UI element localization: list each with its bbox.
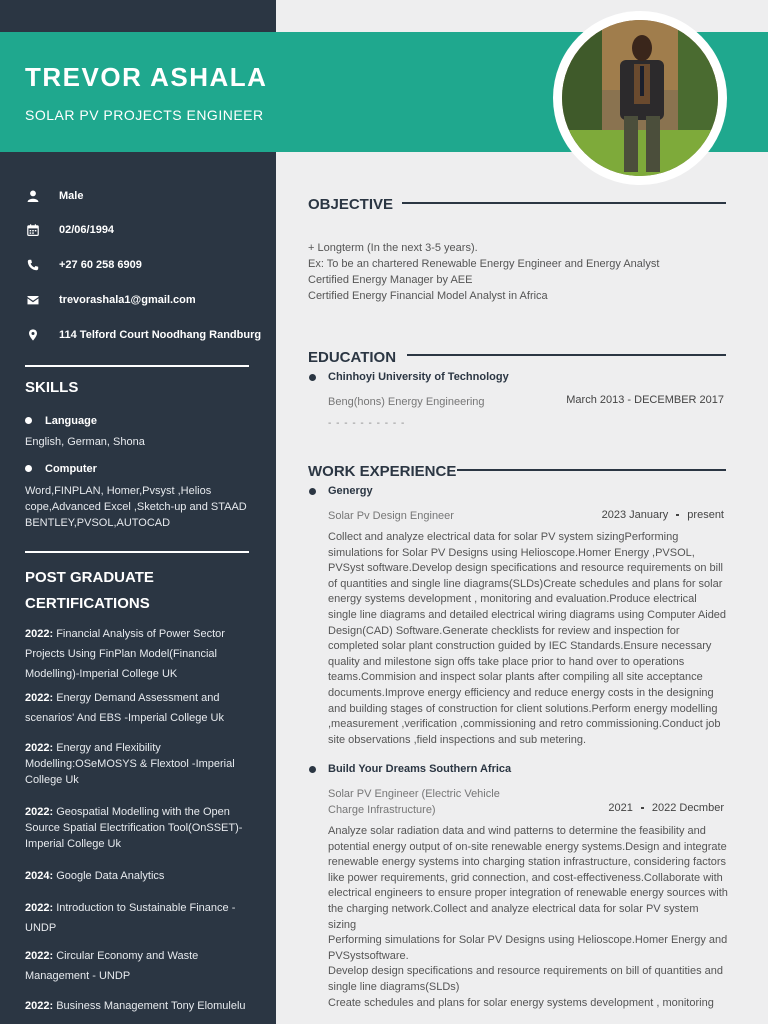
education-divider: - - - - - - - - - - [328, 418, 406, 429]
job-description: Analyze solar radiation data and wind patterns to determine the feasibility and potential energy output of on-site renewable energy systems.Design and integrate renewable energy systems into charging station infrastructure, considering factors like power requirements, grid connection, and cost-effectiveness.Collaborate with electrical engineers to ensure proper integration of renewable energy sources with the charging network.Collect and analyze electrical data for solar PV system sizing Performing simulations for Solar PV Designs using Helioscope.Homer Energy and PVSystsoftware. Develop design specifications and resource requirements on bill of quantities and single line diagrams(SLDs) Create schedules and plans for solar energy systems development , monitoring [328, 825, 728, 1009]
certification-item: 2022: Financial Analysis of Power Sector Projects Using FinPlan Model(Financial Modelling)-Imperial College UK [25, 628, 225, 680]
contact-text[interactable]: trevorashala1@gmail.com [59, 294, 196, 306]
job-position: Solar Pv Design Engineer [328, 510, 454, 522]
skill-computer-detail: Word,FINPLAN, Homer,Pvsyst ,Helios cope,Advanced Excel ,Sketch-up and STAAD BENTLEY,PVSOL,AUTOCAD [25, 485, 247, 529]
job-company: Build Your Dreams Southern Africa [328, 763, 512, 775]
objective-text: + Longterm (In the next 3-5 years). Ex: To be an chartered Renewable Energy Engineer and Energy Analyst Certified Energy Manager by AEE Certified Energy Financial Model Analyst in Africa [308, 242, 660, 302]
certification-item: 2022: Circular Economy and Waste Management - UNDP [25, 950, 199, 982]
certification-item: 2022: Energy Demand Assessment and scenarios' And EBS -Imperial College Uk [25, 692, 224, 724]
section-divider [407, 354, 726, 356]
profile-photo [553, 11, 727, 185]
education-school: Chinhoyi University of Technology [328, 371, 509, 383]
certifications-heading: POST GRADUATE CERTIFICATIONS [25, 569, 154, 612]
contact-gender [25, 187, 83, 205]
job-dates: 2023 January present [601, 509, 724, 521]
skill-language-detail: English, German, Shona [25, 436, 145, 448]
skills-heading: SKILLS [25, 379, 79, 396]
contact-text: 02/06/1994 [59, 224, 115, 236]
section-divider [457, 469, 726, 471]
work-experience-heading: WORK EXPERIENCE [308, 462, 457, 480]
education-degree: Beng(hons) Energy Engineering [328, 396, 485, 408]
education-heading: EDUCATION [308, 348, 397, 366]
bullet-icon [309, 488, 316, 495]
section-divider [402, 202, 726, 204]
objective-heading: OBJECTIVE [308, 195, 394, 213]
contact-text: 114 Telford Court Noodhang Randburg [59, 329, 262, 341]
contact-email[interactable] [25, 291, 196, 309]
job-dates: 2021 2022 Decmber [608, 802, 724, 814]
certification-item: 2024: Google Data Analytics [25, 870, 165, 882]
sidebar-divider [25, 365, 249, 367]
phone-icon [25, 258, 41, 272]
bullet-icon [309, 766, 316, 773]
skill-language-label: Language [25, 415, 97, 427]
contact-text: Male [59, 190, 84, 202]
job-position: Solar PV Engineer (Electric Vehicle Charge Infrastructure) [328, 788, 500, 816]
contact-phone [25, 256, 142, 274]
bullet-icon [25, 417, 32, 424]
envelope-icon [25, 293, 41, 307]
map-pin-icon [25, 328, 41, 342]
bullet-icon [309, 374, 316, 381]
user-icon [25, 189, 41, 203]
contact-address [25, 326, 261, 344]
education-dates: March 2013 - DECEMBER 2017 [566, 394, 724, 406]
bullet-icon [25, 465, 32, 472]
portrait-image [562, 20, 718, 176]
job-description: Collect and analyze electrical data for solar PV system sizingPerforming simulations for Solar PV Designs using Helioscope.Homer Energy ,PVSOL, PVSyst software.Develop design specifications and resource requirements on bill of quantities and single line diagrams(SLDs)Create schedules and plans for solar energy systems development , monitoring and evaluation.Produce electrical single line diagrams and detailed electrical wiring diagrams using Computer Aided Design(CAD) Software.Generate checklists for review and inspection for completed solar plant construction guided by IEC Standards.Ensure necessary quality and milestone sign offs take place prior to hand over to operations teams.Commision and inspect solar plants after compiling all site acceptance documents.Improve energy efficiency and reduce energy costs in the designing and building stages of construction for client solutions.Perform energy modelling ,measurement ,verification ,commissioning and retro commissioning.Conduct job site observations ,field inspections and sub metering. [328, 531, 727, 746]
sidebar-divider [25, 551, 249, 553]
skill-computer-label: Computer [25, 463, 97, 475]
job-title: SOLAR PV PROJECTS ENGINEER [25, 107, 264, 123]
certification-item: 2022: Geospatial Modelling with the Open Source Spatial Electrification Tool(OnSSET)-Imperial College Uk [25, 806, 243, 850]
certification-item: 2022: Business Management Tony Elomulelu [25, 1000, 246, 1012]
contact-text: +27 60 258 6909 [59, 259, 142, 271]
contact-birthdate [25, 221, 114, 239]
candidate-name: TREVOR ASHALA [25, 62, 268, 92]
calendar-icon [25, 223, 41, 237]
certification-item: 2022: Introduction to Sustainable Finance - UNDP [25, 902, 236, 934]
job-company: Genergy [328, 485, 373, 497]
certification-item: 2022: Energy and Flexibility Modelling:OSeMOSYS & Flextool -Imperial College Uk [25, 742, 235, 786]
